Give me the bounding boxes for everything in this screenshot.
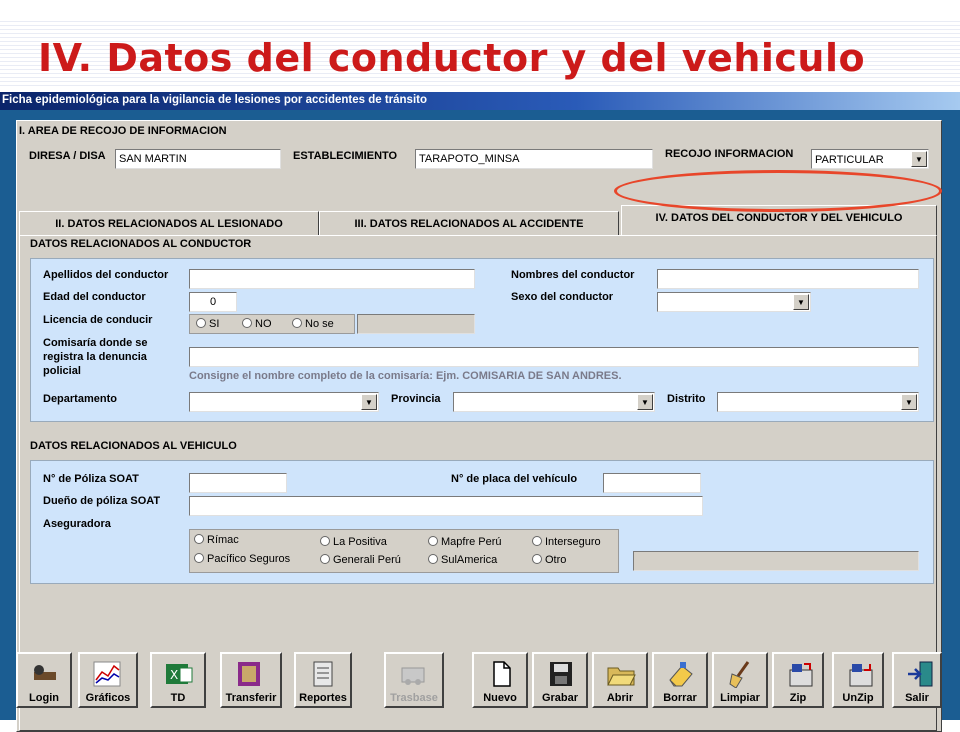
excel-icon: [164, 660, 194, 688]
limpiar-label: Limpiar: [720, 692, 760, 704]
conductor-heading: DATOS RELACIONADOS AL CONDUCTOR: [30, 238, 252, 250]
grabar-button[interactable]: [532, 652, 588, 708]
establecimiento-field[interactable]: TARAPOTO_MINSA: [415, 149, 653, 169]
placa-label: N° de placa del vehículo: [451, 473, 578, 485]
main-panel: [16, 120, 942, 732]
nuevo-button[interactable]: [472, 652, 528, 708]
establecimiento-label: ESTABLECIMIENTO: [293, 150, 398, 162]
nombres-input[interactable]: [657, 269, 919, 289]
provincia-select[interactable]: [453, 392, 655, 412]
window-title: Ficha epidemiológica para la vigilancia de lesiones por accidentes de tránsito: [0, 92, 960, 110]
nuevo-label: Nuevo: [483, 692, 517, 704]
aseguradora-generali-radio[interactable]: Generali Perú: [320, 554, 401, 566]
aseguradora-otro-radio[interactable]: Otro: [532, 554, 566, 566]
open-folder-icon: [606, 660, 636, 688]
departamento-label: Departamento: [43, 393, 117, 405]
sexo-select[interactable]: [657, 292, 811, 312]
sexo-label: Sexo del conductor: [511, 291, 614, 303]
new-document-icon: [486, 660, 516, 688]
diresa-field[interactable]: SAN MARTIN: [115, 149, 281, 169]
abrir-label: Abrir: [606, 692, 634, 704]
nombres-label: Nombres del conductor: [511, 269, 635, 281]
bottom-toolbar: [0, 648, 960, 720]
tab-accidente[interactable]: III. DATOS RELACIONADOS AL ACCIDENTE: [319, 211, 619, 235]
trasbase-label: Trasbase: [390, 692, 438, 704]
login-label: Login: [29, 692, 59, 704]
apellidos-input[interactable]: [189, 269, 475, 289]
aseguradora-radio-group: [189, 529, 619, 573]
licencia-label: Licencia de conducir: [43, 314, 153, 326]
unzip-button[interactable]: [832, 652, 884, 708]
recojo-select[interactable]: [811, 149, 929, 169]
application-window: [0, 92, 960, 720]
svg-text:X: X: [170, 668, 179, 682]
licencia-detail-field: [357, 314, 475, 334]
diresa-label: DIRESA / DISA: [29, 150, 106, 162]
reportes-label: Reportes: [299, 692, 347, 704]
zip-icon: [786, 660, 816, 688]
comisaria-label-1: Comisaría donde se: [43, 337, 148, 349]
transferir-label: Transferir: [225, 692, 277, 704]
chart-icon: [92, 660, 122, 688]
dropdown-arrow-icon[interactable]: ▼: [901, 394, 917, 410]
zip-label: Zip: [789, 692, 807, 704]
reportes-button[interactable]: [294, 652, 352, 708]
edad-label: Edad del conductor: [43, 291, 146, 303]
borrar-button[interactable]: [652, 652, 708, 708]
borrar-label: Borrar: [663, 692, 697, 704]
vehiculo-section: [30, 460, 934, 584]
licencia-radio-group: [189, 314, 355, 334]
apellidos-label: Apellidos del conductor: [43, 269, 169, 281]
comisaria-input[interactable]: [189, 347, 919, 367]
salir-button[interactable]: [892, 652, 942, 708]
radio-dot-icon: [194, 553, 204, 563]
licencia-nose-radio[interactable]: No se: [292, 318, 334, 330]
dropdown-arrow-icon[interactable]: ▼: [361, 394, 377, 410]
dropdown-arrow-icon[interactable]: ▼: [793, 294, 809, 310]
radio-dot-icon: [428, 536, 438, 546]
abrir-button[interactable]: [592, 652, 648, 708]
distrito-label: Distrito: [667, 393, 706, 405]
login-button[interactable]: [16, 652, 72, 708]
comisaria-label-3: policial: [43, 365, 81, 377]
comisaria-label-2: registra la denuncia: [43, 351, 147, 363]
trasbase-icon: [398, 660, 428, 688]
save-icon: [546, 660, 576, 688]
report-icon: [308, 660, 338, 688]
tab-conductor-vehiculo[interactable]: IV. DATOS DEL CONDUCTOR Y DEL VEHICULO: [621, 205, 937, 235]
aseguradora-sulamerica-radio[interactable]: SulAmerica: [428, 554, 497, 566]
transferir-button[interactable]: [220, 652, 282, 708]
salir-label: Salir: [905, 692, 929, 704]
radio-dot-icon: [196, 318, 206, 328]
grabar-label: Grabar: [541, 692, 579, 704]
zip-button[interactable]: [772, 652, 824, 708]
licencia-no-radio[interactable]: NO: [242, 318, 272, 330]
transfer-icon: [234, 660, 264, 688]
area-heading: I. AREA DE RECOJO DE INFORMACION: [19, 125, 227, 137]
radio-dot-icon: [532, 554, 542, 564]
radio-dot-icon: [194, 534, 204, 544]
poliza-input[interactable]: [189, 473, 287, 493]
comisaria-hint: Consigne el nombre completo de la comisaría: Ejm. COMISARIA DE SAN ANDRES.: [189, 370, 622, 382]
limpiar-button[interactable]: [712, 652, 768, 708]
recojo-label: RECOJO INFORMACION: [665, 148, 794, 160]
radio-dot-icon: [320, 554, 330, 564]
aseguradora-otro-field: [633, 551, 919, 571]
departamento-select[interactable]: [189, 392, 379, 412]
graficos-label: Gráficos: [85, 692, 131, 704]
aseguradora-pacifico-radio[interactable]: Pacífico Seguros: [194, 553, 290, 565]
radio-dot-icon: [242, 318, 252, 328]
radio-dot-icon: [320, 536, 330, 546]
dueno-label: Dueño de póliza SOAT: [43, 495, 161, 507]
login-icon: [30, 660, 60, 688]
radio-dot-icon: [292, 318, 302, 328]
poliza-label: N° de Póliza SOAT: [43, 473, 139, 485]
tab-lesionado[interactable]: II. DATOS RELACIONADOS AL LESIONADO: [19, 211, 319, 235]
licencia-si-radio[interactable]: SI: [196, 318, 219, 330]
aseguradora-label: Aseguradora: [43, 518, 111, 530]
broom-icon: [726, 660, 756, 688]
td-button[interactable]: [150, 652, 206, 708]
provincia-label: Provincia: [391, 393, 441, 405]
aseguradora-positiva-radio[interactable]: La Positiva: [320, 536, 387, 548]
trasbase-button[interactable]: [384, 652, 444, 708]
radio-dot-icon: [428, 554, 438, 564]
slide-title: IV. Datos del conductor y del vehiculo: [38, 36, 866, 80]
td-label: TD: [170, 692, 186, 704]
placa-input[interactable]: [603, 473, 701, 493]
dropdown-arrow-icon[interactable]: ▼: [911, 151, 927, 167]
conductor-section: [30, 258, 934, 422]
edad-input[interactable]: 0: [189, 292, 237, 312]
aseguradora-rimac-radio[interactable]: Rímac: [194, 534, 239, 546]
exit-icon: [906, 660, 936, 688]
radio-dot-icon: [532, 536, 542, 546]
unzip-label: UnZip: [842, 692, 874, 704]
aseguradora-interseguro-radio[interactable]: Interseguro: [532, 536, 601, 548]
dropdown-arrow-icon[interactable]: ▼: [637, 394, 653, 410]
distrito-select[interactable]: [717, 392, 919, 412]
graficos-button[interactable]: [78, 652, 138, 708]
vehiculo-heading: DATOS RELACIONADOS AL VEHICULO: [30, 440, 237, 452]
recojo-value: PARTICULAR: [815, 154, 884, 166]
dueno-input[interactable]: [189, 496, 703, 516]
eraser-icon: [666, 660, 696, 688]
unzip-icon: [846, 660, 876, 688]
aseguradora-mapfre-radio[interactable]: Mapfre Perú: [428, 536, 502, 548]
